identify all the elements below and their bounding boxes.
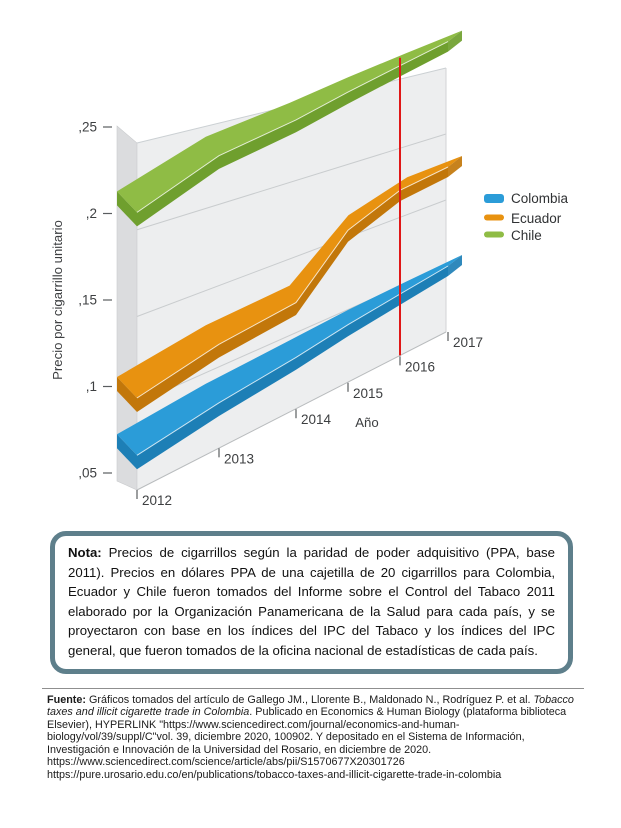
fuente-block bbox=[47, 694, 579, 782]
y-tick-label-,2: ,2 bbox=[85, 206, 97, 221]
legend-swatch-ecuador bbox=[484, 215, 504, 221]
legend bbox=[484, 191, 569, 243]
y-axis-title: Precio por cigarrillo unitario bbox=[50, 220, 65, 380]
y-tick-label-,1: ,1 bbox=[85, 379, 97, 394]
x-tick-label-2013: 2013 bbox=[224, 451, 255, 467]
note-text: Nota: Precios de cigarrillos según la paridad de poder adquisitivo (PPA, base 2011). Precios en dólares PPA de una cajetilla de 20 cigarrillos para Colombia, Ecuador y Chile fueron tomados del Informe sobre el Control del Tabaco 2011 elaborado por la Organización Panamericana de la Salud para cada país, y se proyectaron con base en los índices del IPC del Tabaco y los índices del IPC general, que fueron tomados de la oficina nacional de estadísticas de cada país. bbox=[68, 545, 555, 658]
legend-swatch-colombia bbox=[484, 194, 504, 203]
legend-swatch-chile bbox=[484, 232, 504, 238]
fuente-text: Fuente: Gráficos tomados del artículo de Gallego JM., Llorente B., Maldonado N., Rodríguez P. et al. Tobacco taxes and illicit cigarette trade in Colombia. Publicado en Economics & Human Biology (plataforma biblioteca Elsevier), HYPERLINK "https://www.sciencedirect.com/journal/economics-and-human-biology/vol/39/suppl/C"vol. 39, diciembre 2020, 100902. Y depositado en el Sistema de Información, Investigación e Innovación de la Universidad del Rosario, en diciembre de 2020. https://www.sciencedirect.com/science/article/abs/pii/S1570677X20301726 bbox=[47, 693, 574, 769]
x-tick-label-2017: 2017 bbox=[453, 335, 484, 350]
source-divider bbox=[42, 688, 584, 689]
x-tick-label-2012: 2012 bbox=[142, 493, 173, 508]
note-box bbox=[50, 531, 573, 674]
note-label: Nota: bbox=[68, 545, 102, 560]
y-tick-label-,15: ,15 bbox=[78, 292, 97, 308]
x-tick-label-2016: 2016 bbox=[405, 359, 436, 375]
fuente-label: Fuente: bbox=[47, 693, 86, 706]
x-axis-title: Año bbox=[355, 415, 379, 430]
legend-label-colombia: Colombia bbox=[511, 191, 569, 206]
legend-label-chile: Chile bbox=[511, 228, 542, 243]
y-tick-label-,25: ,25 bbox=[78, 119, 97, 135]
legend-label-ecuador: Ecuador bbox=[511, 211, 562, 226]
y-tick-label-,05: ,05 bbox=[78, 465, 97, 481]
fuente-url: https://pure.urosario.edu.co/en/publications/tobacco-taxes-and-illicit-cigarette-trade-in-colombia bbox=[47, 768, 502, 781]
ribbon-right-cap bbox=[448, 255, 462, 276]
x-tick-label-2015: 2015 bbox=[353, 385, 384, 401]
fuente-article-title: Tobacco taxes and illicit cigarette trade in Colombia bbox=[47, 693, 574, 719]
x-tick-label-2014: 2014 bbox=[301, 412, 332, 428]
